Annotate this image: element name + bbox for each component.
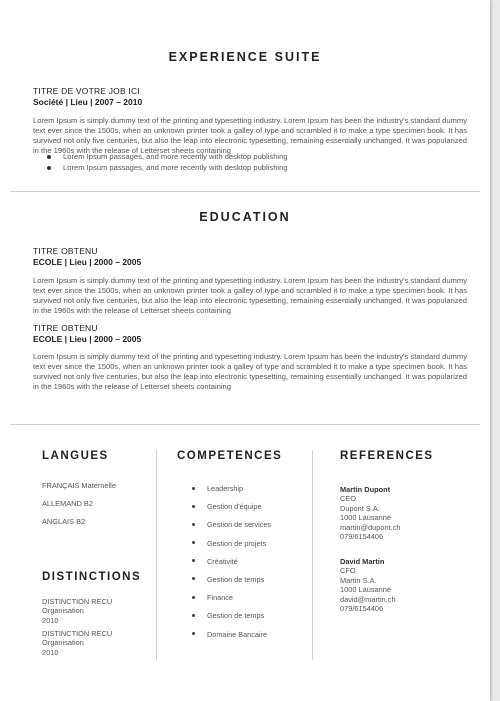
school-line: ECOLE | Lieu | 2000 – 2005 (33, 334, 142, 344)
distinction-org: Organisation (42, 606, 84, 616)
skill-label: Gestion de projets (207, 538, 267, 548)
education-description: Lorem Ipsum is simply dummy text of the printing and typesetting industry. Lorem Ipsum has been the industry's standard dummy text ever since the 1500s, when an unknown printer took a galley of type and scrambled it to make a type specimen book. It has survived not only five centuries, but also the leap into electronic typesetting, remaining essentially unchanged. It was popularized in the 1960s with the release of Letterset sheets containing (33, 352, 467, 391)
list-item (192, 484, 271, 502)
reference-company: Dupont S.A. (340, 503, 380, 513)
reference-name: David Martin (340, 557, 385, 566)
distinction-name: DISTINCTION RECU (42, 629, 113, 638)
job-bullet-list (33, 152, 288, 173)
degree-title: TITRE OBTENU (33, 246, 98, 256)
job-company-line: Société | Lieu | 2007 – 2010 (33, 97, 143, 107)
list-item (192, 502, 271, 520)
bullet-icon (192, 487, 195, 490)
school-line: ECOLE | Lieu | 2000 – 2005 (33, 257, 142, 267)
reference-email: david@martin.ch (340, 594, 396, 604)
bullet-icon (192, 596, 195, 599)
list-item (33, 152, 288, 163)
references-title: REFERENCES (340, 450, 434, 462)
bullet-icon (47, 166, 51, 170)
skill-label: Gestion d'équipe (207, 502, 262, 512)
skill-label: Finance (207, 593, 233, 603)
distinction-year: 2010 (42, 647, 59, 657)
skill-label: Créativité (207, 556, 238, 566)
bullet-icon (192, 541, 195, 544)
distinction-item (42, 629, 112, 657)
distinctions-title: DISTINCTIONS (42, 571, 142, 583)
skill-label: Gestion de temps (207, 611, 265, 621)
list-item (192, 557, 271, 575)
distinction-name: DISTINCTION RECU (42, 597, 113, 606)
language-item: FRANÇAIS Maternelle (42, 481, 116, 490)
list-item (192, 593, 271, 611)
education-description: Lorem Ipsum is simply dummy text of the printing and typesetting industry. Lorem Ipsum has been the industry's standard dummy text ever since the 1500s, when an unknown printer took a galley of type and scrambled it to make a type specimen book. It has survived not only five centuries, but also the leap into electronic typesetting, remaining essentially unchanged. It was popularized in the 1960s with the release of Letterset sheets containing (33, 276, 467, 315)
experience-section-title: EXPERIENCE SUITE (168, 50, 322, 64)
job-title: TITRE DE VOTRE JOB ICI (33, 86, 140, 96)
bullet-text: Lorem Ipsum passages, and more recently with desktop publishing (63, 152, 288, 161)
competences-title: COMPETENCES (177, 450, 283, 462)
distinction-item (42, 597, 112, 625)
column-divider (156, 450, 157, 660)
column-divider (312, 450, 313, 660)
distinction-year: 2010 (42, 615, 59, 625)
skill-label: Gestion de temps (207, 574, 265, 584)
list-item (192, 575, 271, 593)
list-item (192, 630, 271, 648)
reference-card (340, 557, 396, 613)
section-divider (10, 424, 480, 425)
list-item (192, 520, 271, 538)
reference-role: CEO (340, 494, 357, 504)
langues-title: LANGUES (42, 450, 109, 462)
language-item: ALLEMAND B2 (42, 499, 93, 508)
reference-phone: 079/6154406 (340, 604, 384, 614)
education-section-title: EDUCATION (199, 210, 291, 224)
bullet-icon (192, 559, 195, 562)
bullet-text: Lorem Ipsum passages, and more recently with desktop publishing (63, 162, 288, 172)
section-divider (10, 191, 480, 192)
bullet-icon (192, 632, 195, 635)
reference-name: Martin Dupont (340, 485, 391, 494)
reference-card (340, 485, 401, 541)
list-item (192, 611, 271, 629)
reference-city: 1000 Lausanne (340, 585, 391, 595)
skill-label: Leadership (207, 484, 244, 493)
reference-company: Martin S.A. (340, 575, 377, 585)
reference-email: martin@dupont.ch (340, 522, 401, 532)
degree-title: TITRE OBTENU (33, 323, 98, 333)
skill-label: Domaine Bancaire (207, 629, 268, 639)
reference-role: CFO (340, 566, 356, 576)
list-item (192, 539, 271, 557)
job-description: Lorem Ipsum is simply dummy text of the printing and typesetting industry. Lorem Ipsum has been the industry's standard dummy text ever since the 1500s, when an unknown printer took a galley of type and scrambled it to make a type specimen book. It has survived not only five centuries, but also the leap into electronic typesetting, remaining essentially unchanged. It was popularized in the 1960s with the release of Letterset sheets containing (33, 116, 467, 155)
bullet-icon (192, 614, 195, 617)
bullet-icon (192, 577, 195, 580)
language-item: ANGLAIS B2 (42, 517, 86, 526)
competences-list (192, 484, 271, 648)
list-item (33, 163, 288, 174)
reference-city: 1000 Lausanne (340, 513, 391, 523)
reference-phone: 079/6154406 (340, 532, 384, 542)
skill-label: Gestion de services (207, 520, 272, 530)
bullet-icon (47, 155, 51, 159)
bullet-icon (192, 523, 195, 526)
distinction-org: Organisation (42, 638, 84, 648)
bullet-icon (192, 505, 195, 508)
